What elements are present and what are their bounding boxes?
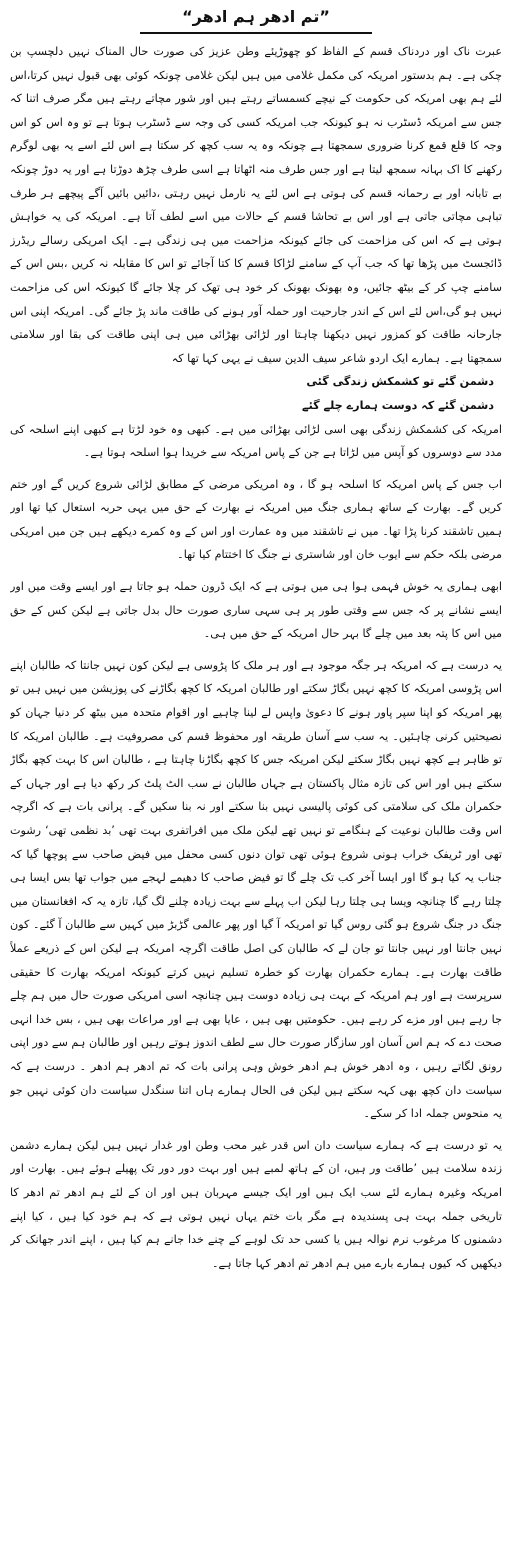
title-underline	[140, 32, 372, 34]
paragraph-6: یہ تو درست ہے کہ ہمارے سیاست دان اس قدر غیر محب وطن اور غدار نہیں ہیں لیکن ہمارے دشمن زندہ سلامت ہیں ’طاقت ور ہیں، ان کے ہاتھ لمبے ہیں اور بہت دور دور تک پھیلے ہوئے ہیں۔ بھارت اور امریکہ وغیرہ ہمارے لئے سب ایک ہیں اور ایک جیسے مہربان ہیں اور ان کے لئے ہم ادھر تم ادھر کا تاریخی جملہ بہت ہی پسندیدہ ہے مگر بات ختم یہاں نہیں ہوتی ہے کہ ہم خود کیا ہیں ، کیا اپنے دشمنوں کا مرغوب نرم نوالہ ہیں یا کسی حد تک لوہے کے چنے خدا جانے ہم کیا ہیں ، اپنے اندر جھانک کر دیکھیں کہ کیوں ہمارے بارے میں ہم ادھر تم ادھر کہا جاتا ہے۔	[10, 1138, 502, 1270]
paragraph-4: ابھی ہماری یہ خوش فہمی ہوا ہی میں ہوتی ہے کہ ایک ڈرون حملہ ہو جاتا ہے اور ایسے وقت میں اور ایسے نشانے پر کہ جس سے وقتی طور پر ہی سہی ساری صورت حال بدل جاتی ہے لیکن کس کے حق میں اس کا پتہ بعد میں چلے گا بہر حال امریکہ کے حق میں ہی۔	[10, 580, 502, 641]
paragraph-2: امریکہ کی کشمکش زندگی بھی اسی لڑائی بھڑائی میں ہے۔ کبھی وہ خود لڑتا ہے کبھی اپنے اسلحہ کی مدد سے دوسروں کو آپس میں لڑاتا ہے جن کے پاس امریکہ سے خریدا ہوا اسلحہ ہوتا ہے۔	[10, 422, 502, 460]
article-body	[10, 40, 502, 1547]
article-title: ”تم ادھر ہم ادھر“	[182, 7, 330, 26]
paragraph-1: عبرت ناک اور دردناک قسم کے الفاظ کو چھوڑیئے وطن عزیز کی صورت حال المناک نہیں دلچسپ بن چکی ہے۔ ہم بدستور امریکہ کی مکمل غلامی میں ہیں لیکن غلامی چونکہ کوئی بھی قبول نہیں کرتا،اس لئے ہم بھی امریکہ کی حکومت کے نیچے کسمساتے رہتے ہیں اور شور مچاتے رہتے ہیں مگر صرف اتنا کہ جس سے امریکہ ڈسٹرب نہ ہو کیونکہ جب امریکہ کسی کی وجہ سے ڈسٹرب ہوتا ہے تو وہ اس کو اس وجہ کا قلع قمع کرنا ضروری سمجھتا ہے چونکہ وہ یہ سب کچھ کر سکتا ہے اس لئے اسے یہ بھی لوگرم رکھنے کا اک بہانہ سمجھ لیتا ہے اور جس طرف منہ اٹھاتا ہے اسی طرف چڑھ دوڑتا ہے اور یہ دوڑ چونکہ بے تابانہ اور بے رحمانہ قسم کی ہوتی ہے اس لئے یہ نارمل نہیں رہتی ،دائیں بائیں آگے پیچھے ہر طرف تباہی مچاتی جاتی ہے اور اس بے تحاشا قسم کے حالات میں اسے لطف آتا ہے۔ امریکہ کی یہ خواہش ہوتی ہے کہ اس کی مزاحمت کی جائے کیونکہ مزاحمت میں ہی زندگی ہے۔ ایک امریکی رسالے ریڈرز ڈائجسٹ میں پڑھا تھا کہ جب آپ کے سامنے لڑاکا قسم کا کتا آجائے تو اس کا مقابلہ نہ کریں ،بس اس کے سامنے چپ کر کے بیٹھ جائیں، وہ بھونک بھونک کر خود ہی تھک کر چلا جائے گا کیونکہ اس کی مزاحمت نہیں ہو گی،اس لئے اس کے اندر جارحیت اور حملہ آور ہونے کی طاقت ماند پڑ جائے گی۔ امریکہ اپنی اس جارحانہ طاقت کو کمزور نہیں دیکھنا چاہتا اور لڑائی بھڑائی میں ہی اپنی طاقت کی بقا اور سلامتی سمجھتا ہے۔ ہمارے ایک اردو شاعر سیف الدین سیف نے یہی کہا تھا کہ	[10, 45, 502, 365]
poetry-couplet	[10, 370, 502, 417]
couplet-line-1: دشمن گئے تو کشمکش زندگی گئی	[306, 375, 494, 389]
paragraph-3: اب جس کے پاس امریکہ کا اسلحہ ہو گا ، وہ امریکی مرضی کے مطابق لڑائی شروع کریں گے اور ختم کریں گے۔ بھارت کے ساتھ ہماری جنگ میں امریکہ نے بھارت کے حق میں یہی حربہ استعال کیا تھا اور ہمیں تاشقند کرنا پڑا تھا۔ میں نے تاشقند میں وہ عمارت اور اس کے وہ کمرے دیکھے ہیں جن میں امریکی مرضی بلکہ حکم سے ایوب خان اور شاستری نے جنگ کا اختتام کیا تھا۔	[10, 477, 502, 562]
couplet-line-2: دشمن گئے کہ دوست ہمارے چلے گئے	[302, 398, 494, 412]
paragraph-5: یہ درست ہے کہ امریکہ ہر جگہ موجود ہے اور ہر ملک کا پڑوسی ہے لیکن کون نہیں جانتا کہ طالبان اپنے اس پڑوسی امریکہ کا کچھ نہیں بگاڑ سکتے اور طالبان امریکہ کا کچھ بگاڑنے کی پوزیشن میں نہیں ہیں تو پھر امریکہ کو اپنا سپر پاور ہونے کا دعویٰ واپس لے لینا چاہیے اور اقوام متحدہ میں بیٹھ کر دنیا جہان کو نصیحتیں کرنی چاہئیں۔ یہ سب سے آسان طریقہ اور محفوظ قسم کی مصروفیت ہے۔ طالبان امریکہ کا تو ظاہر ہے کچھ نہیں بگاڑ سکتے لیکن امریکہ جس کا کچھ بگاڑنا چاہتا ہے ، طالبان اس کا بہت کچھ بگاڑ سکتے ہیں اور اس کی تازہ مثال پاکستان ہے جہاں طالبان نے سب الٹ پلٹ کر رکھ دیا ہے اور جہاں کے حکمران ملک کی سلامتی کی کوئی پالیسی نہیں بنا سکتے اور نہ بنا سکیں گے۔ پرانی بات ہے کہ اگرچہ اس وقت طالبان نوعیت کے ہنگامے تو نہیں تھے لیکن ملک میں افراتفری بہت تھی ’بد نظمی تھی‘ رشوت تھی اور ٹریفک خراب ہونی شروع ہوئی تھی توان دنوں کسی محفل میں فیض صاحب سے پوچھا گیا کہ جناب یہ کیا ہو گا اور ایسا آخر کب تک چلے گا تو فیض صاحب کا دھیمے لہجے میں جواب تھا بس ایسا ہی چلتا رہے گا چنانچہ ویسا ہی چلتا رہا لیکن اب پہلے سے بہت زیادہ چلنے لگ گیا، تازہ یہ کہ افغانستان میں جنگ در جنگ شروع ہو گئی روس گیا تو امریکہ آ گیا اور پھر عالمی گڑبڑ میں کہیں سے طالبان آ گئے۔ کون نہیں جانتا اور نہیں جانتا تو جان لے کہ طالبان کی اصل طاقت اگرچہ امریکہ ہے لیکن اس کے ذریعے عملاً طاقت بھارت ہے۔ ہمارے حکمران بھارت کو خطرہ تسلیم نہیں کرتے کیونکہ امریکہ بھارت کا حقیقی سرپرست ہے اور ہم امریکہ کے بہت ہی زیادہ دوست ہیں چنانچہ اسی امریکی صورت حال میں ہم چلے جا رہے ہیں اور مزے کر رہے ہیں۔ حکومتیں بھی ہیں ، عایا بھی ہے اور مراعات بھی ہیں ، بس خدا انہی صحت دے کہ ہم اس آسان اور سازگار صورت حال سے لطف اندوز ہوتے رہیں اور طالبان ہم سے دور اپنی رونق لگاتے رہیں ، وہ ادھر خوش ہم ادھر خوش وہی پرانی بات کہ تم ادھر ہم ادھر ۔ درست ہے کہ سیاست دان کچھ بھی کہہ سکتے ہیں لیکن فی الحال ہمارے ہاں اتنا سنگدل سیاست دان کوئی نہیں جو یہ منحوس جملہ ادا کر سکے۔	[10, 658, 502, 1121]
